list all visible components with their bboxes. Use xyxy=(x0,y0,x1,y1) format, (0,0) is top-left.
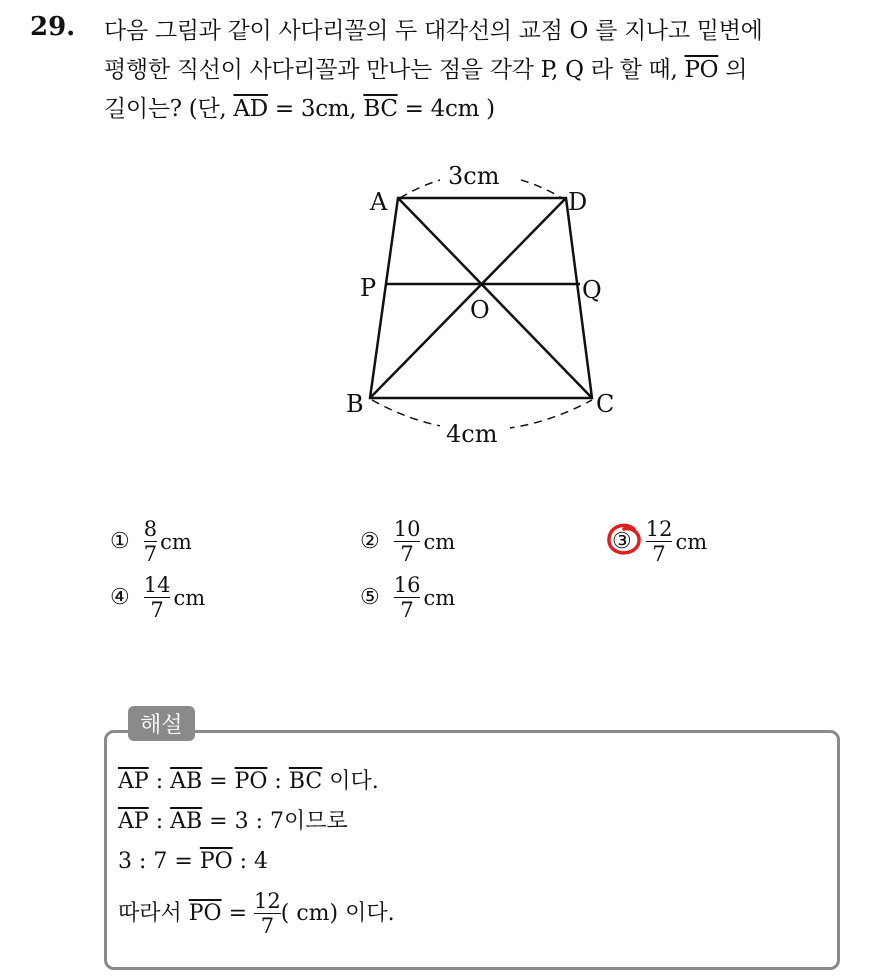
sol1-colon2: : xyxy=(267,769,289,794)
solution-tag: 해설 xyxy=(128,706,195,741)
segment-po: $\overline{PO}$ xyxy=(684,57,719,83)
choice-4-denominator: 7 xyxy=(150,598,164,622)
sol4-eq: = xyxy=(221,900,255,926)
choice-4-fraction xyxy=(144,574,171,621)
question-line-1: 다음 그림과 같이 사다리꼴의 두 대각선의 교점 O 를 지나고 밑변에 xyxy=(104,18,763,44)
label-d: D xyxy=(568,188,588,216)
label-p: P xyxy=(360,274,377,302)
solution-lines xyxy=(118,762,395,937)
answer-choices xyxy=(110,518,810,638)
sol1-bc: $\overline{BC}$ xyxy=(288,769,323,794)
sol2-ap: $\overline{AP}$ xyxy=(118,809,149,834)
label-o: O xyxy=(470,296,490,324)
choice-1-denominator: 7 xyxy=(143,542,158,566)
choice-5-number: ⑤ xyxy=(360,585,380,610)
sol1-po: $\overline{PO}$ xyxy=(234,769,268,794)
question-line-2-post: 의 xyxy=(718,57,748,83)
sol4-end: ( cm) 이다. xyxy=(280,900,395,926)
question-number: 29. xyxy=(30,12,76,42)
sol2-end: = 3 : 7이므로 xyxy=(202,809,348,834)
choice-3-number xyxy=(612,529,632,554)
choice-5-fraction xyxy=(394,574,421,621)
segment-bc: $\overline{BC}$ xyxy=(363,96,398,122)
diagonal-bd xyxy=(370,198,566,398)
sol1-ap: $\overline{AP}$ xyxy=(118,769,149,794)
choice-4-numerator: 14 xyxy=(143,573,171,597)
choice-3-number-text: ③ xyxy=(612,529,632,554)
choice-1-unit: cm xyxy=(160,529,192,554)
choice-1-fraction xyxy=(144,518,157,565)
segment-ad: $\overline{AD}$ xyxy=(233,96,268,122)
question-line-3-post: = 4cm ) xyxy=(397,96,495,122)
answer-circle-mark xyxy=(604,521,644,561)
question-text xyxy=(104,12,874,129)
diagonal-ac xyxy=(398,198,592,398)
choice-2-fraction xyxy=(394,518,421,565)
choice-2[interactable] xyxy=(360,518,455,565)
label-top-length: 3cm xyxy=(448,162,500,190)
sol1-eq: = xyxy=(202,769,235,794)
choice-1-number: ① xyxy=(110,529,130,554)
solution-line-4 xyxy=(118,890,395,937)
question-line-3-mid: = 3cm, xyxy=(267,96,364,122)
choice-5[interactable] xyxy=(360,574,455,621)
question-line-3 xyxy=(104,90,874,129)
sol4-po: $\overline{PO}$ xyxy=(188,900,222,926)
sol4-numerator: 12 xyxy=(254,889,281,913)
choice-3[interactable] xyxy=(612,518,707,565)
sol1-end: 이다. xyxy=(322,769,379,794)
choice-2-denominator: 7 xyxy=(400,542,414,566)
label-b: B xyxy=(346,390,364,418)
trapezoid-figure xyxy=(330,160,630,460)
sol3-start: 3 : 7 = xyxy=(118,849,200,874)
sol4-start: 따라서 xyxy=(118,900,189,926)
solution-line-1 xyxy=(118,762,395,802)
sol1-ab: $\overline{AB}$ xyxy=(170,769,203,794)
sol4-fraction xyxy=(254,890,281,937)
solution-line-3 xyxy=(118,842,395,882)
sol3-po: $\overline{PO}$ xyxy=(199,849,233,874)
choice-4[interactable] xyxy=(110,574,205,621)
choice-2-unit: cm xyxy=(423,529,456,554)
choice-5-unit: cm xyxy=(423,585,456,610)
question-line-2-pre: 평행한 직선이 사다리꼴과 만나는 점을 각각 P, Q 라 할 때, xyxy=(104,57,685,83)
sol3-end: : 4 xyxy=(232,849,269,874)
label-bottom-length: 4cm xyxy=(446,420,498,448)
question-line-2 xyxy=(104,51,874,90)
choice-2-number: ② xyxy=(360,529,380,554)
choice-4-unit: cm xyxy=(173,585,206,610)
choice-1[interactable] xyxy=(110,518,192,565)
sol2-ab: $\overline{AB}$ xyxy=(170,809,203,834)
trapezoid-diagram xyxy=(330,160,630,460)
choice-3-fraction xyxy=(646,518,673,565)
choice-3-unit: cm xyxy=(675,529,708,554)
choice-2-numerator: 10 xyxy=(393,517,421,541)
choice-4-number: ④ xyxy=(110,585,130,610)
solution-line-2 xyxy=(118,802,395,842)
sol1-colon1: : xyxy=(148,769,171,794)
label-c: C xyxy=(596,390,615,418)
choice-3-denominator: 7 xyxy=(652,542,666,566)
label-a: A xyxy=(370,188,388,216)
choice-5-numerator: 16 xyxy=(393,573,421,597)
sol2-colon: : xyxy=(148,809,171,834)
choice-5-denominator: 7 xyxy=(400,598,414,622)
label-q: Q xyxy=(582,276,602,304)
sol4-denominator: 7 xyxy=(260,914,275,938)
choice-1-numerator: 8 xyxy=(143,517,158,541)
choice-3-numerator: 12 xyxy=(645,517,673,541)
question-line-3-pre: 길이는? (단, xyxy=(104,96,234,122)
